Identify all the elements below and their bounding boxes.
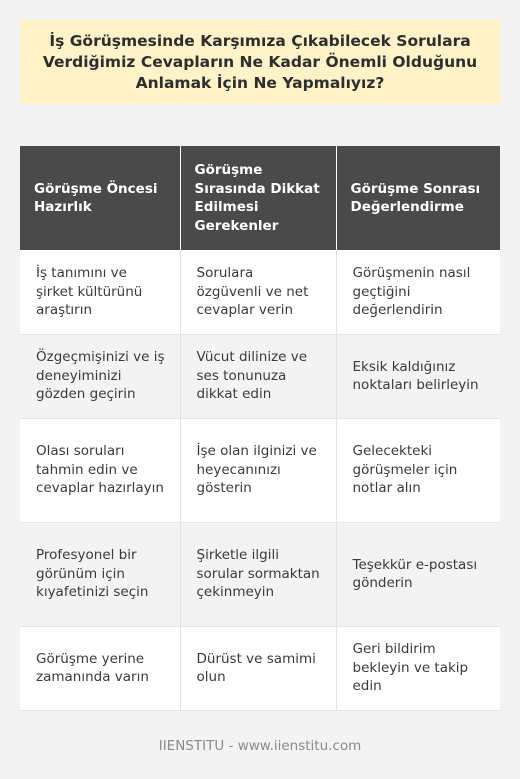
table-cell: Sorulara özgüvenli ve net cevaplar verin xyxy=(180,250,336,334)
footer-credit: IIENSTITU - www.iienstitu.com xyxy=(158,738,362,754)
table-cell: Özgeçmişinizi ve iş deneyiminizi gözden geçirin xyxy=(20,334,180,418)
table-cell: Profesyonel bir görünüm için kıyafetinizi seçin xyxy=(20,522,180,626)
title-banner xyxy=(20,20,500,104)
table-row xyxy=(20,334,500,418)
table-cell: Eksik kaldığınız noktaları belirleyin xyxy=(336,334,500,418)
table-cell: Geri bildirim bekleyin ve takip edin xyxy=(336,626,500,710)
table-cell: Görüşmenin nasıl geçtiğini değerlendirin xyxy=(336,250,500,334)
table-header-row xyxy=(20,146,500,250)
column-header-after: Görüşme Sonrası Değerlendirme xyxy=(336,146,500,250)
table-cell: Teşekkür e-postası gönderin xyxy=(336,522,500,626)
table-cell: Olası soruları tahmin edin ve cevaplar hazırlayın xyxy=(20,418,180,522)
table-cell: Görüşme yerine zamanında varın xyxy=(20,626,180,710)
table-row xyxy=(20,522,500,626)
table-cell: Şirketle ilgili sorular sormaktan çekinmeyin xyxy=(180,522,336,626)
table-cell: İş tanımını ve şirket kültürünü araştırın xyxy=(20,250,180,334)
table-cell: Vücut dilinize ve ses tonunuza dikkat edin xyxy=(180,334,336,418)
table-row xyxy=(20,418,500,522)
tips-table xyxy=(20,146,500,711)
table-cell: İşe olan ilginizi ve heyecanınızı gösterin xyxy=(180,418,336,522)
column-header-before: Görüşme Öncesi Hazırlık xyxy=(20,146,180,250)
page-title: İş Görüşmesinde Karşımıza Çıkabilecek Sorulara Verdiğimiz Cevapların Ne Kadar Önemli Olduğunu Anlamak İçin Ne Yapmalıyız? xyxy=(42,31,478,92)
table-cell: Dürüst ve samimi olun xyxy=(180,626,336,710)
table-cell: Gelecekteki görüşmeler için notlar alın xyxy=(336,418,500,522)
column-header-during: Görüşme Sırasında Dikkat Edilmesi Gerekenler xyxy=(180,146,336,250)
table-row xyxy=(20,626,500,710)
table-row xyxy=(20,250,500,334)
